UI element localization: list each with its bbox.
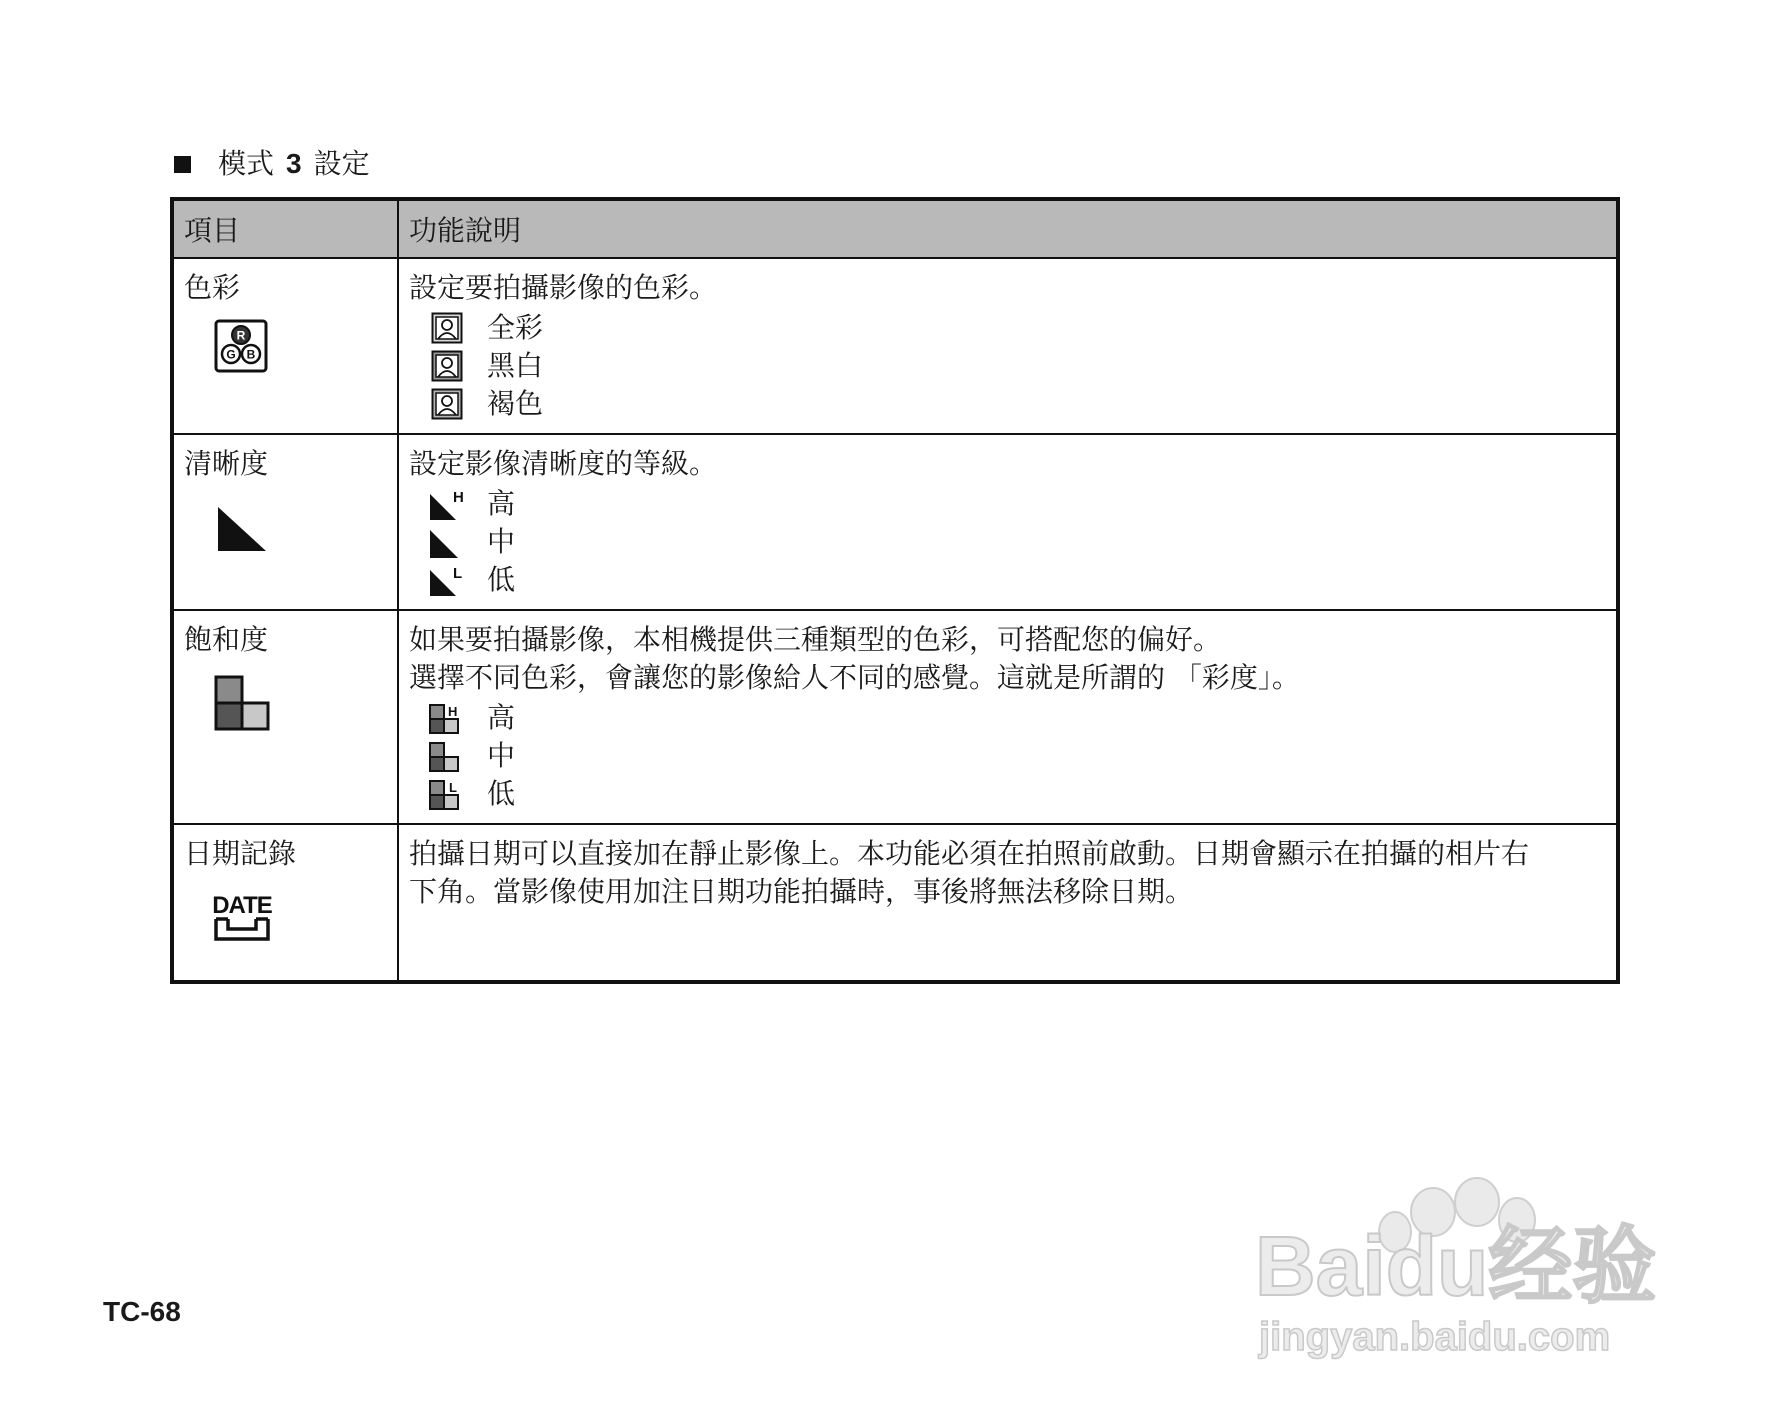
table-row-color	[172, 258, 1618, 434]
saturation-blocks-icon	[214, 675, 270, 731]
date-stamp-icon	[210, 887, 274, 943]
watermark-brand-text: Baidu经验	[1255, 1219, 1657, 1313]
rgb-icon	[214, 319, 268, 373]
portrait-sepia-icon	[429, 386, 465, 422]
option-label-saturation-normal: 中	[487, 739, 516, 772]
section-heading-suffix: 設定	[313, 147, 370, 180]
option-label-sharpness-normal: 中	[487, 525, 516, 558]
option-label-saturation-low: 低	[487, 777, 516, 810]
portrait-full-color-icon	[429, 310, 465, 346]
options-list-sharpness	[409, 485, 1606, 599]
option-sharpness-normal	[409, 523, 1606, 561]
item-name-color: 色彩	[184, 271, 241, 304]
watermark-url-text: jingyan.baidu.com	[1259, 1315, 1611, 1359]
description-saturation-line1: 如果要拍攝影像，本相機提供三種類型的色彩，可搭配您的偏好。	[409, 623, 1222, 656]
portrait-black-white-icon	[429, 348, 465, 384]
svg-text:B: B	[246, 347, 256, 362]
item-cell-sharpness	[172, 434, 398, 610]
baidu-watermark-logo	[1255, 1160, 1675, 1360]
options-list-color	[409, 309, 1606, 423]
svg-text:L: L	[453, 565, 463, 582]
option-label-sharpness-low: 低	[487, 563, 516, 596]
option-saturation-low	[409, 775, 1606, 813]
sharpness-normal-icon	[429, 524, 465, 560]
options-list-saturation	[409, 699, 1606, 813]
description-sharpness: 設定影像清晰度的等級。	[409, 447, 718, 480]
saturation-low-icon	[429, 776, 465, 812]
option-sepia	[409, 385, 1606, 423]
table-header-row	[172, 199, 1618, 258]
option-sharpness-high	[409, 485, 1606, 523]
sharpness-low-icon	[429, 562, 465, 598]
description-color: 設定要拍攝影像的色彩。	[409, 271, 718, 304]
item-cell-date	[172, 824, 398, 982]
sharpness-triangle-icon	[216, 505, 268, 553]
sharpness-high-icon	[429, 486, 465, 522]
item-name-saturation: 飽和度	[184, 623, 269, 656]
option-black-white	[409, 347, 1606, 385]
description-saturation-line2: 選擇不同色彩，會讓您的影像給人不同的感覺。這就是所謂的 「彩度」。	[409, 661, 1300, 694]
section-heading	[174, 146, 370, 182]
svg-text:G: G	[226, 347, 236, 362]
table-row-sharpness	[172, 434, 1618, 610]
saturation-normal-icon	[429, 738, 465, 774]
svg-text:H: H	[448, 704, 458, 719]
item-name-date: 日期記錄	[184, 837, 297, 870]
option-label-full-color: 全彩	[487, 311, 544, 344]
option-saturation-high	[409, 699, 1606, 737]
section-heading-prefix: 模式	[218, 147, 275, 180]
description-date-line1: 拍攝日期可以直接加在靜止影像上。本功能必須在拍照前啟動。日期會顯示在拍攝的相片右	[409, 837, 1530, 870]
option-label-black-white: 黑白	[487, 349, 544, 382]
header-item: 項目	[172, 199, 398, 258]
header-description: 功能說明	[398, 199, 1618, 258]
option-sharpness-low	[409, 561, 1606, 599]
option-saturation-normal	[409, 737, 1606, 775]
page-code: TC-68	[103, 1296, 181, 1327]
svg-text:L: L	[449, 780, 457, 795]
item-cell-saturation	[172, 610, 398, 824]
settings-table	[170, 197, 1620, 984]
saturation-high-icon	[429, 700, 465, 736]
item-name-sharpness: 清晰度	[184, 447, 269, 480]
square-bullet-icon	[174, 156, 191, 173]
svg-text:H: H	[453, 489, 464, 506]
description-date-line2: 下角。當影像使用加注日期功能拍攝時，事後將無法移除日期。	[409, 875, 1194, 908]
svg-text:R: R	[236, 328, 246, 343]
description-cell-sharpness	[398, 434, 1618, 610]
description-cell-saturation	[398, 610, 1618, 824]
table-row-saturation	[172, 610, 1618, 824]
date-stamp-icon-text: DATE	[212, 892, 272, 919]
description-cell-date	[398, 824, 1618, 982]
description-cell-color	[398, 258, 1618, 434]
table-row-date	[172, 824, 1618, 982]
option-full-color	[409, 309, 1606, 347]
item-cell-color	[172, 258, 398, 434]
option-label-sepia: 褐色	[487, 387, 544, 420]
section-heading-number: 3	[286, 148, 302, 179]
option-label-sharpness-high: 高	[487, 487, 516, 520]
option-label-saturation-high: 高	[487, 701, 516, 734]
